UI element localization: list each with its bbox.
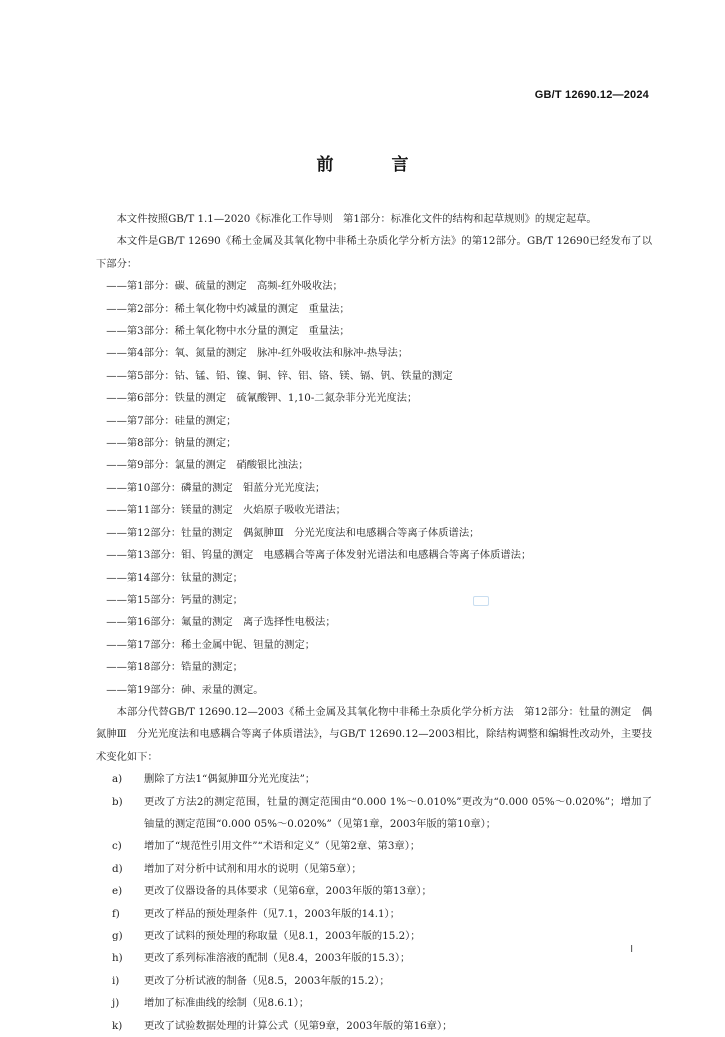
list-item: ——第8部分：钠量的测定； xyxy=(106,437,237,450)
change-item-label: i) xyxy=(112,974,120,987)
list-item: ——第7部分：硅量的测定； xyxy=(106,414,237,427)
list-item: ——第14部分：钛量的测定； xyxy=(106,571,243,584)
change-item xyxy=(96,925,652,947)
list-item: ——第15部分：钙量的测定； xyxy=(106,593,243,606)
list-item: ——第18部分：锆量的测定； xyxy=(106,661,243,674)
list-item: ——第10部分：磷量的测定 钼蓝分光光度法； xyxy=(106,481,326,494)
list-item: ——第19部分：砷、汞量的测定。 xyxy=(106,683,264,696)
change-item-label: f) xyxy=(112,907,120,920)
change-item xyxy=(96,791,652,836)
change-item-label: c) xyxy=(112,840,122,853)
changes-list xyxy=(96,768,652,1037)
parts-list xyxy=(96,275,652,701)
change-item-text: 更改了仪器设备的具体要求（见第6章，2003年版的第13章）； xyxy=(144,885,432,898)
change-item-label: k) xyxy=(112,1019,123,1032)
page-title: 前 言 xyxy=(316,155,435,175)
change-item xyxy=(96,903,652,925)
change-item-label: d) xyxy=(112,862,123,875)
list-item: ——第2部分：稀土氧化物中灼减量的测定 重量法； xyxy=(106,302,350,315)
change-item xyxy=(96,970,652,992)
change-item-text: 增加了标准曲线的绘制（见8.6.1）； xyxy=(144,997,310,1010)
change-item-text: 增加了“规范性引用文件”“术语和定义”（见第2章、第3章）； xyxy=(144,840,421,853)
page-number: I xyxy=(630,944,633,955)
paragraph-replacement: 本部分代替GB/T 12690.12—2003《稀土金属及其氧化物中非稀土杂质化学分析方法 第12部分：钍量的测定 偶氮胂Ⅲ 分光光度法和电感耦合等离子体质谱法》，与GB/T 12690.12—2003相比，除结构调整和编辑性改动外，主要技术变化如下： xyxy=(96,705,652,763)
list-item: ——第17部分：稀土金属中铌、钽量的测定； xyxy=(106,638,316,651)
change-item xyxy=(96,880,652,902)
change-item-text: 更改了试验数据处理的计算公式（见第9章，2003年版的第16章）； xyxy=(144,1019,453,1032)
change-item-text: 更改了方法2的测定范围，钍量的测定范围由“0.000 1%～0.010%”更改为“0.000 05%～0.020%”；增加了铀量的测定范围“0.000 05%～0.020%”（见第1章，2003年版的第10章）； xyxy=(144,795,652,830)
change-item-label: a) xyxy=(112,773,123,786)
change-item-label: h) xyxy=(112,952,123,965)
paragraph-series-intro: 本文件是GB/T 12690《稀土金属及其氧化物中非稀土杂质化学分析方法》的第12部分。GB/T 12690已经发布了以下部分： xyxy=(96,235,652,270)
watermark-stamp xyxy=(473,596,489,606)
list-item: ——第9部分：氯量的测定 硝酸银比浊法； xyxy=(106,459,309,472)
change-item-text: 更改了分析试液的制备（见8.5，2003年版的15.2）； xyxy=(144,974,390,987)
change-item-label: b) xyxy=(112,795,123,808)
list-item: ——第3部分：稀土氧化物中水分量的测定 重量法； xyxy=(106,325,350,338)
change-item xyxy=(96,858,652,880)
list-item: ——第16部分：氟量的测定 离子选择性电极法； xyxy=(106,616,336,629)
change-item-text: 更改了系列标准溶液的配制（见8.4，2003年版的15.3）； xyxy=(144,952,411,965)
list-item: ——第11部分：镁量的测定 火焰原子吸收光谱法； xyxy=(106,504,346,517)
change-item-label: e) xyxy=(112,885,123,898)
paragraph-drafting-rules: 本文件按照GB/T 1.1—2020《标准化工作导则 第1部分：标准化文件的结构和起草规则》的规定起草。 xyxy=(116,213,597,225)
change-item-label: j) xyxy=(112,997,120,1010)
standard-code: GB/T 12690.12—2024 xyxy=(534,89,649,101)
change-item xyxy=(96,947,652,969)
change-item-text: 增加了对分析中试剂和用水的说明（见第5章）； xyxy=(144,862,362,875)
change-item xyxy=(96,768,652,790)
change-item xyxy=(96,992,652,1014)
change-item-text: 更改了试料的预处理的称取量（见8.1，2003年版的15.2）； xyxy=(144,930,421,942)
list-item: ——第4部分：氧、氮量的测定 脉冲-红外吸收法和脉冲-热导法； xyxy=(106,347,409,360)
list-item: ——第6部分：铁量的测定 硫氰酸钾、1,10-二氮杂菲分光光度法； xyxy=(106,392,418,405)
list-item: ——第1部分：碳、硫量的测定 高频-红外吸收法； xyxy=(106,280,343,293)
change-item xyxy=(96,835,652,857)
change-item-text: 更改了样品的预处理条件（见7.1，2003年版的14.1）； xyxy=(144,907,400,920)
list-item: ——第5部分：钴、锰、铅、镍、铜、锌、铝、铬、镁、镉、钒、铁量的测定 xyxy=(106,369,453,382)
document-body xyxy=(96,208,652,1037)
list-item: ——第12部分：钍量的测定 偶氮胂Ⅲ 分光光度法和电感耦合等离子体质谱法； xyxy=(106,526,480,539)
list-item: ——第13部分：钼、钨量的测定 电感耦合等离子体发射光谱法和电感耦合等离子体质谱法； xyxy=(106,549,532,562)
change-item-text: 删除了方法1“偶氮胂Ⅲ分光光度法”； xyxy=(144,773,316,786)
change-item xyxy=(96,1015,652,1037)
change-item-label: g) xyxy=(112,930,123,942)
